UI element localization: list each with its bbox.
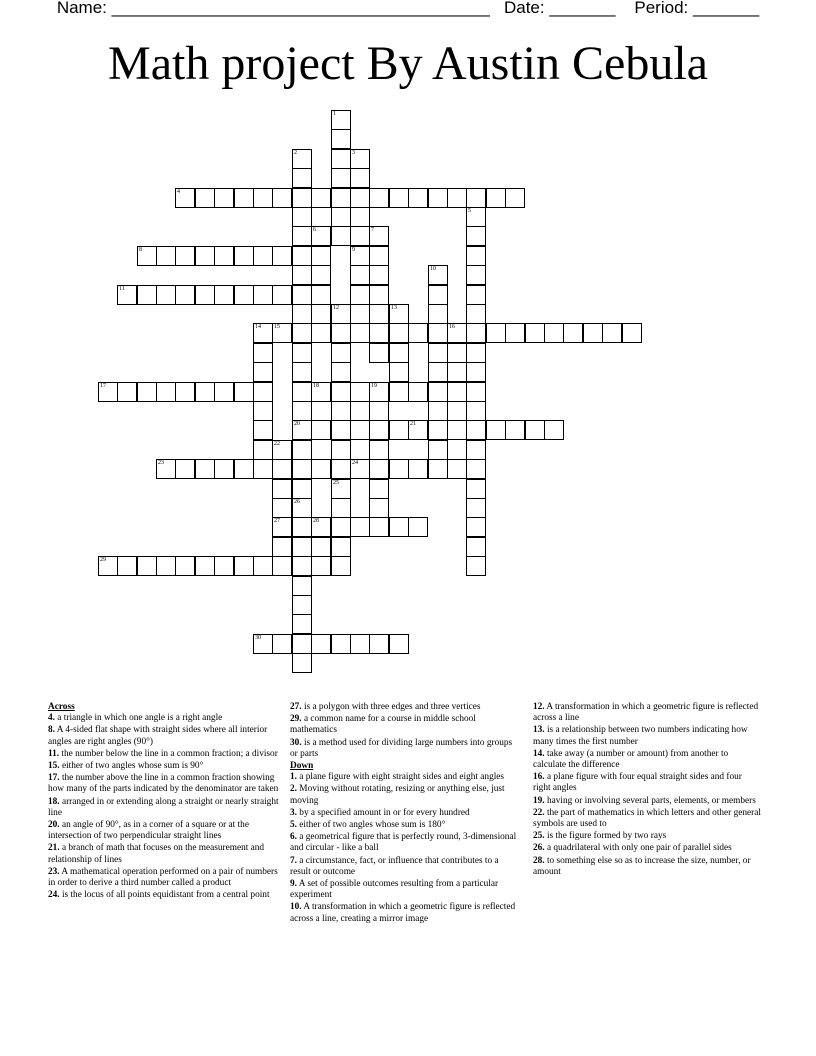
grid-cell[interactable] (195, 382, 215, 402)
grid-cell[interactable] (311, 265, 331, 285)
grid-cell[interactable] (447, 343, 467, 363)
grid-cell[interactable] (195, 285, 215, 305)
grid-cell[interactable] (505, 188, 525, 208)
grid-cell[interactable] (389, 304, 409, 324)
grid-cell[interactable] (331, 634, 351, 654)
grid-cell[interactable] (544, 420, 564, 440)
grid-cell[interactable] (292, 226, 312, 246)
grid-cell[interactable] (466, 188, 486, 208)
grid-cell[interactable] (428, 440, 448, 460)
grid-cell[interactable] (311, 556, 331, 576)
grid-cell[interactable] (292, 323, 312, 343)
grid-cell[interactable] (350, 149, 370, 169)
grid-cell[interactable] (331, 168, 351, 188)
clue-number-4: 4 (177, 189, 180, 195)
grid-cell[interactable] (369, 420, 389, 440)
grid-cell[interactable] (389, 382, 409, 402)
grid-cell[interactable] (311, 459, 331, 479)
grid-cell[interactable] (253, 634, 273, 654)
clue-across-24: 24. is the locus of all points equidistant from a central point (48, 890, 270, 901)
grid-cell[interactable] (369, 479, 389, 499)
clue-across-11: 11. the number below the line in a common fraction; a divisor (48, 748, 278, 759)
grid-cell[interactable] (292, 498, 312, 518)
grid-cell[interactable] (117, 556, 137, 576)
grid-cell[interactable] (369, 285, 389, 305)
grid-cell[interactable] (389, 459, 409, 479)
grid-cell[interactable] (331, 362, 351, 382)
grid-cell[interactable] (389, 634, 409, 654)
grid-cell[interactable] (350, 634, 370, 654)
grid-cell[interactable] (466, 285, 486, 305)
grid-cell[interactable] (331, 304, 351, 324)
grid-cell[interactable] (369, 226, 389, 246)
grid-cell[interactable] (272, 459, 292, 479)
grid-cell[interactable] (214, 459, 234, 479)
grid-cell[interactable] (292, 556, 312, 576)
clues-column-2 (290, 702, 518, 926)
grid-cell[interactable] (331, 556, 351, 576)
grid-cell[interactable] (369, 382, 389, 402)
grid-cell[interactable] (117, 285, 137, 305)
clue-number-7: 7 (371, 227, 374, 233)
grid-cell[interactable] (369, 440, 389, 460)
grid-cell[interactable] (331, 517, 351, 537)
grid-cell[interactable] (137, 556, 157, 576)
grid-cell[interactable] (272, 634, 292, 654)
grid-cell[interactable] (292, 537, 312, 557)
grid-cell[interactable] (311, 537, 331, 557)
grid-cell[interactable] (272, 556, 292, 576)
grid-cell[interactable] (331, 440, 351, 460)
grid-cell[interactable] (428, 401, 448, 421)
grid-cell[interactable] (350, 285, 370, 305)
across-heading: Across (48, 702, 75, 712)
grid-cell[interactable] (369, 188, 389, 208)
grid-cell[interactable] (466, 479, 486, 499)
grid-cell[interactable] (428, 459, 448, 479)
grid-cell[interactable] (331, 420, 351, 440)
grid-cell[interactable] (175, 459, 195, 479)
grid-cell[interactable] (137, 285, 157, 305)
clue-number-21: 21 (410, 421, 416, 427)
grid-cell[interactable] (331, 149, 351, 169)
grid-cell[interactable] (272, 517, 292, 537)
clue-number-8: 8 (139, 247, 142, 253)
grid-cell[interactable] (486, 323, 506, 343)
clues-column-3 (533, 702, 761, 879)
grid-cell[interactable] (311, 226, 331, 246)
clue-down-28: 28. to something else so as to increase the size, number, or amount (533, 855, 751, 877)
grid-cell[interactable] (331, 323, 351, 343)
grid-cell[interactable] (369, 323, 389, 343)
grid-cell[interactable] (350, 459, 370, 479)
grid-cell[interactable] (466, 265, 486, 285)
grid-cell[interactable] (156, 285, 176, 305)
grid-cell[interactable] (292, 188, 312, 208)
grid-cell[interactable] (428, 188, 448, 208)
grid-cell[interactable] (466, 207, 486, 227)
grid-cell[interactable] (369, 343, 389, 363)
page-title: Math project By Austin Cebula (108, 37, 708, 90)
grid-cell[interactable] (369, 401, 389, 421)
grid-cell[interactable] (331, 537, 351, 557)
grid-cell[interactable] (331, 129, 351, 149)
clue-down-12: 12. A transformation in which a geometric figure is reflected across a line (533, 702, 759, 724)
grid-cell[interactable] (292, 149, 312, 169)
grid-cell[interactable] (466, 498, 486, 518)
grid-cell[interactable] (292, 653, 312, 673)
grid-cell[interactable] (583, 323, 603, 343)
grid-cell[interactable] (331, 498, 351, 518)
grid-cell[interactable] (369, 498, 389, 518)
clue-number-16: 16 (449, 324, 455, 330)
clue-number-3: 3 (352, 150, 355, 156)
grid-cell[interactable] (253, 401, 273, 421)
grid-cell[interactable] (369, 265, 389, 285)
grid-cell[interactable] (195, 459, 215, 479)
grid-cell[interactable] (292, 401, 312, 421)
clue-across-15: 15. either of two angles whose sum is 90° (48, 761, 204, 772)
grid-cell[interactable] (117, 382, 137, 402)
grid-cell[interactable] (234, 556, 254, 576)
clue-number-15: 15 (274, 324, 280, 330)
grid-cell[interactable] (466, 304, 486, 324)
clue-number-22: 22 (274, 441, 280, 447)
clue-across-23: 23. A mathematical operation performed on a pair of numbers in order to derive a third number called a product (48, 866, 278, 889)
grid-cell[interactable] (292, 517, 312, 537)
clue-number-27: 27 (274, 518, 280, 524)
clue-across-29: 29. a common name for a course in middle school mathematics (290, 714, 476, 736)
clue-number-14: 14 (255, 324, 261, 330)
clue-down-7: 7. a circumstance, fact, or influence that contributes to a result or outcome (290, 855, 499, 877)
grid-cell[interactable] (466, 537, 486, 557)
grid-cell[interactable] (272, 323, 292, 343)
grid-cell[interactable] (311, 634, 331, 654)
grid-cell[interactable] (311, 304, 331, 324)
grid-cell[interactable] (350, 382, 370, 402)
grid-cell[interactable] (525, 323, 545, 343)
clue-across-21: 21. a branch of math that focuses on the measurement and relationship of lines (48, 843, 265, 865)
clue-down-6: 6. a geometrical figure that is perfectly round, 3-dimensional and circular - like a ball (290, 832, 517, 854)
grid-cell[interactable] (525, 420, 545, 440)
grid-cell[interactable] (311, 246, 331, 266)
grid-cell[interactable] (408, 420, 428, 440)
grid-cell[interactable] (466, 420, 486, 440)
grid-cell[interactable] (466, 517, 486, 537)
grid-cell[interactable] (350, 168, 370, 188)
grid-cell[interactable] (389, 362, 409, 382)
grid-cell[interactable] (214, 382, 234, 402)
grid-cell[interactable] (292, 479, 312, 499)
grid-cell[interactable] (331, 188, 351, 208)
grid-cell[interactable] (486, 420, 506, 440)
grid-cell[interactable] (505, 420, 525, 440)
grid-cell[interactable] (292, 459, 312, 479)
grid-cell[interactable] (350, 323, 370, 343)
grid-cell[interactable] (272, 285, 292, 305)
grid-cell[interactable] (563, 323, 583, 343)
grid-cell[interactable] (466, 556, 486, 576)
clue-number-23: 23 (158, 460, 164, 466)
grid-cell[interactable] (350, 265, 370, 285)
grid-cell[interactable] (214, 188, 234, 208)
grid-cell[interactable] (447, 362, 467, 382)
grid-cell[interactable] (98, 382, 118, 402)
clue-number-19: 19 (371, 383, 377, 389)
grid-cell[interactable] (408, 459, 428, 479)
clue-down-10: 10. A transformation in which a geometric figure is reflected across a line, creating a mirror image (290, 902, 516, 924)
grid-cell[interactable] (428, 304, 448, 324)
grid-cell[interactable] (466, 401, 486, 421)
grid-cell[interactable] (292, 285, 312, 305)
clue-down-13: 13. is a relationship between two numbers indicating how many times the first number (533, 725, 748, 747)
grid-cell[interactable] (214, 285, 234, 305)
grid-cell[interactable] (369, 634, 389, 654)
grid-cell[interactable] (447, 188, 467, 208)
clue-number-24: 24 (352, 460, 358, 466)
grid-cell[interactable] (389, 420, 409, 440)
grid-cell[interactable] (234, 246, 254, 266)
grid-cell[interactable] (350, 420, 370, 440)
grid-cell[interactable] (253, 362, 273, 382)
grid-cell[interactable] (292, 634, 312, 654)
grid-cell[interactable] (272, 188, 292, 208)
grid-cell[interactable] (428, 285, 448, 305)
grid-cell[interactable] (602, 323, 622, 343)
grid-cell[interactable] (292, 382, 312, 402)
grid-cell[interactable] (331, 343, 351, 363)
grid-cell[interactable] (331, 459, 351, 479)
grid-cell[interactable] (350, 207, 370, 227)
clue-down-19: 19. having or involving several parts, elements, or members (533, 795, 756, 806)
grid-cell[interactable] (156, 246, 176, 266)
grid-cell[interactable] (311, 382, 331, 402)
clue-across-4: 4. a triangle in which one angle is a right angle (48, 713, 223, 724)
clue-down-3: 3. by a specified amount in or for every hundred (290, 807, 470, 818)
grid-cell[interactable] (331, 479, 351, 499)
grid-cell[interactable] (292, 265, 312, 285)
clue-number-6: 6 (313, 227, 316, 233)
grid-cell[interactable] (292, 304, 312, 324)
grid-cell[interactable] (195, 188, 215, 208)
grid-cell[interactable] (175, 285, 195, 305)
clue-number-17: 17 (100, 383, 106, 389)
grid-cell[interactable] (466, 459, 486, 479)
grid-cell[interactable] (292, 595, 312, 615)
grid-cell[interactable] (466, 323, 486, 343)
clue-number-29: 29 (100, 557, 106, 563)
grid-cell[interactable] (369, 304, 389, 324)
grid-cell[interactable] (544, 323, 564, 343)
grid-cell[interactable] (156, 382, 176, 402)
clue-number-20: 20 (294, 421, 300, 427)
grid-cell[interactable] (350, 304, 370, 324)
grid-cell[interactable] (214, 556, 234, 576)
clue-number-9: 9 (352, 247, 355, 253)
grid-cell[interactable] (389, 343, 409, 363)
grid-cell[interactable] (447, 382, 467, 402)
clue-number-11: 11 (119, 286, 125, 292)
grid-cell[interactable] (428, 420, 448, 440)
grid-cell[interactable] (253, 420, 273, 440)
clue-across-18: 18. arranged in or extending along a straight or nearly straight line (48, 796, 279, 818)
grid-cell[interactable] (272, 537, 292, 557)
grid-cell[interactable] (350, 226, 370, 246)
grid-cell[interactable] (175, 188, 195, 208)
grid-cell[interactable] (466, 362, 486, 382)
grid-cell[interactable] (253, 440, 273, 460)
clue-number-5: 5 (468, 208, 471, 214)
grid-cell[interactable] (253, 323, 273, 343)
grid-cell[interactable] (389, 323, 409, 343)
grid-cell[interactable] (428, 343, 448, 363)
clue-across-17: 17. the number above the line in a common fraction showing how many of the parts indicated by the denominator are taken (48, 773, 279, 795)
grid-cell[interactable] (195, 246, 215, 266)
grid-cell[interactable] (156, 459, 176, 479)
grid-cell[interactable] (389, 188, 409, 208)
clue-number-30: 30 (255, 635, 261, 641)
clue-number-28: 28 (313, 518, 319, 524)
clue-number-25: 25 (333, 480, 339, 486)
grid-cell[interactable] (311, 188, 331, 208)
grid-cell[interactable] (234, 285, 254, 305)
grid-cell[interactable] (175, 556, 195, 576)
clue-number-1: 1 (333, 111, 336, 117)
grid-cell[interactable] (311, 420, 331, 440)
grid-cell[interactable] (272, 479, 292, 499)
grid-cell[interactable] (292, 576, 312, 596)
grid-cell[interactable] (331, 226, 351, 246)
grid-cell[interactable] (466, 226, 486, 246)
grid-cell[interactable] (350, 188, 370, 208)
grid-cell[interactable] (486, 188, 506, 208)
grid-cell[interactable] (175, 382, 195, 402)
clue-down-9: 9. A set of possible outcomes resulting from a particular experiment (290, 879, 499, 901)
clue-number-10: 10 (430, 266, 436, 272)
grid-cell[interactable] (466, 382, 486, 402)
grid-cell[interactable] (369, 517, 389, 537)
grid-cell[interactable] (408, 382, 428, 402)
clue-down-1: 1. a plane figure with eight straight sides and eight angles (290, 772, 505, 783)
grid-cell[interactable] (311, 285, 331, 305)
grid-cell[interactable] (175, 246, 195, 266)
grid-cell[interactable] (408, 323, 428, 343)
grid-cell[interactable] (156, 556, 176, 576)
grid-cell[interactable] (137, 246, 157, 266)
clue-down-22: 22. the part of mathematics in which letters and other general symbols are used to (533, 807, 761, 830)
clue-across-30: 30. is a method used for dividing large numbers into groups or parts (290, 737, 513, 759)
grid-cell[interactable] (292, 614, 312, 634)
grid-cell[interactable] (408, 188, 428, 208)
grid-cell[interactable] (389, 517, 409, 537)
grid-cell[interactable] (292, 246, 312, 266)
grid-cell[interactable] (253, 246, 273, 266)
grid-cell[interactable] (272, 440, 292, 460)
clue-number-13: 13 (391, 305, 397, 311)
grid-cell[interactable] (428, 323, 448, 343)
grid-cell[interactable] (234, 382, 254, 402)
grid-cell[interactable] (331, 401, 351, 421)
clue-number-2: 2 (294, 150, 297, 156)
grid-cell[interactable] (505, 323, 525, 343)
clue-across-8: 8. A 4-sided flat shape with straight sides where all interior angles are right angles (90°) (48, 725, 268, 747)
grid-cell[interactable] (447, 323, 467, 343)
clues-column-1 (48, 702, 284, 902)
clue-down-16: 16. a plane figure with four equal straight sides and four right angles (533, 772, 742, 794)
grid-cell[interactable] (292, 207, 312, 227)
header-line: Name: ________________________________________ Date: _______ Period: _______ (56, 0, 760, 17)
grid-cell[interactable] (350, 517, 370, 537)
grid-cell[interactable] (331, 382, 351, 402)
grid-cell[interactable] (447, 420, 467, 440)
grid-cell[interactable] (311, 323, 331, 343)
clue-down-5: 5. either of two angles whose sum is 180° (290, 820, 446, 831)
grid-cell[interactable] (292, 343, 312, 363)
grid-cell[interactable] (195, 556, 215, 576)
grid-cell[interactable] (369, 246, 389, 266)
clue-down-26: 26. a quadrilateral with only one pair of parallel sides (533, 843, 732, 854)
grid-cell[interactable] (292, 440, 312, 460)
grid-cell[interactable] (447, 401, 467, 421)
grid-cell[interactable] (408, 517, 428, 537)
grid-cell[interactable] (253, 382, 273, 402)
grid-cell[interactable] (292, 168, 312, 188)
grid-cell[interactable] (447, 459, 467, 479)
grid-cell[interactable] (292, 420, 312, 440)
clue-across-27: 27. is a polygon with three edges and three vertices (290, 702, 481, 712)
clue-number-26: 26 (294, 499, 300, 505)
clue-number-18: 18 (313, 383, 319, 389)
grid-cell[interactable] (428, 362, 448, 382)
grid-cell[interactable] (311, 517, 331, 537)
down-heading: Down (290, 761, 314, 772)
grid-cell[interactable] (253, 459, 273, 479)
grid-cell[interactable] (214, 246, 234, 266)
grid-cell[interactable] (292, 362, 312, 382)
grid-cell[interactable] (137, 382, 157, 402)
grid-cell[interactable] (234, 459, 254, 479)
clue-down-25: 25. is the figure formed by two rays (533, 831, 667, 842)
grid-cell[interactable] (331, 207, 351, 227)
grid-cell[interactable] (466, 440, 486, 460)
grid-cell[interactable] (331, 110, 351, 130)
clue-down-2: 2. Moving without rotating, resizing or anything else, just moving (290, 784, 505, 806)
grid-cell[interactable] (272, 246, 292, 266)
grid-cell[interactable] (272, 498, 292, 518)
grid-cell[interactable] (466, 246, 486, 266)
grid-cell[interactable] (253, 285, 273, 305)
grid-cell[interactable] (466, 343, 486, 363)
clue-down-14: 14. take away (a number or amount) from another to calculate the difference (533, 748, 729, 771)
clue-number-12: 12 (333, 305, 339, 311)
grid-cell[interactable] (253, 188, 273, 208)
grid-cell[interactable] (622, 323, 642, 343)
grid-cell[interactable] (369, 459, 389, 479)
grid-cell[interactable] (428, 382, 448, 402)
grid-cell[interactable] (234, 188, 254, 208)
grid-cell[interactable] (253, 556, 273, 576)
grid-cell[interactable] (253, 343, 273, 363)
grid-cell[interactable] (350, 246, 370, 266)
grid-cell[interactable] (98, 556, 118, 576)
clue-across-20: 20. an angle of 90°, as in a corner of a square or at the intersection of two perpendicular straight lines (48, 820, 249, 842)
grid-cell[interactable] (428, 265, 448, 285)
